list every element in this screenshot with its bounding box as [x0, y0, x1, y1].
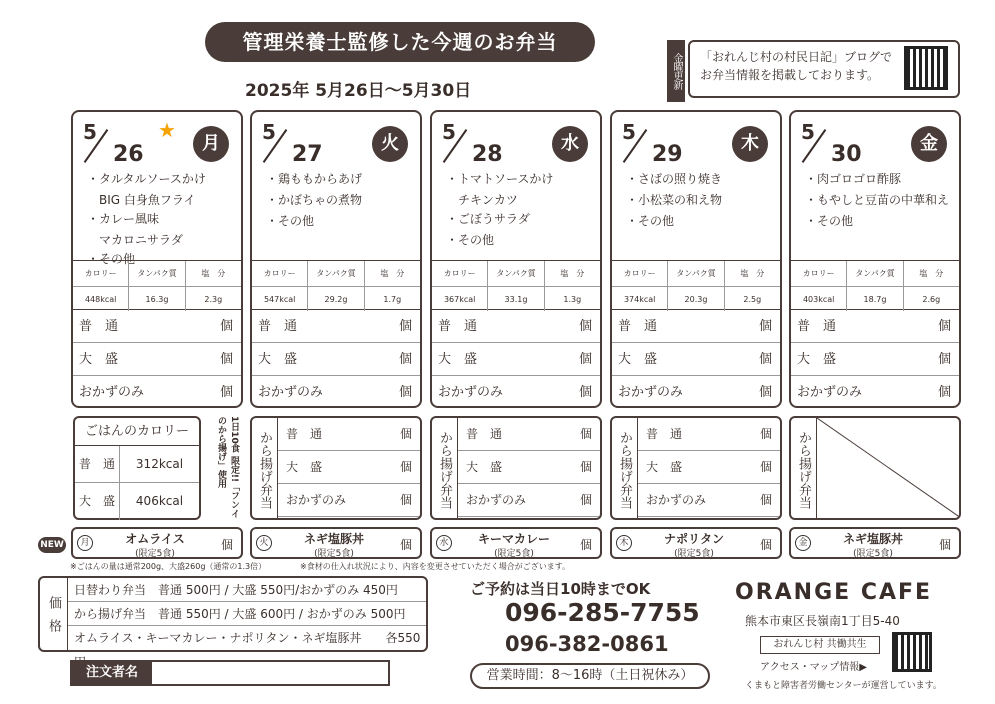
protein-value: 20.3g [668, 287, 724, 311]
count-unit: 個 [937, 352, 951, 367]
special-limit: (限定5食) [853, 549, 893, 559]
star-icon: ★ [158, 118, 176, 142]
order-row-normal[interactable] [252, 310, 420, 343]
price-row: オムライス・キーマカレー・ナポリタン・ネギ塩豚丼 各550 [74, 631, 421, 645]
nutrition-table [612, 260, 780, 310]
day-month: 5 [622, 120, 636, 144]
protein-value: 16.3g [129, 287, 185, 311]
salt-label: 塩 分 [201, 269, 226, 278]
special-name: ナポリタン [663, 532, 724, 546]
special-menu[interactable] [610, 527, 782, 559]
order-row-large[interactable] [432, 343, 600, 376]
karaage-row-large[interactable] [638, 451, 780, 484]
karaage-title: から揚げ弁当 [612, 418, 638, 518]
count-unit: 個 [578, 319, 592, 334]
business-hours: 営業時間：8〜16時（土日祝休み） [470, 663, 710, 689]
size-label: 大 盛 [618, 352, 658, 367]
count-unit: 個 [759, 460, 772, 474]
day-card [610, 110, 782, 408]
karaage-box [610, 416, 782, 520]
rice-calorie-box [73, 416, 201, 520]
order-row-normal[interactable] [612, 310, 780, 343]
salt-value: 1.3g [563, 295, 582, 304]
menu-item: ・さばの照り焼き [626, 172, 723, 186]
cal-value: 403kcal [791, 287, 847, 311]
size-label: おかずのみ [466, 493, 527, 507]
day-month: 5 [262, 120, 276, 144]
weekday-badge: 月 [193, 126, 229, 162]
day-card [250, 110, 422, 408]
count-unit: 個 [579, 427, 592, 441]
size-label: 大 盛 [438, 352, 478, 367]
karaage-row-normal[interactable] [278, 418, 420, 451]
size-label: おかずのみ [797, 385, 863, 400]
karaage-box [789, 416, 961, 520]
special-limit: (限定5食) [674, 549, 714, 559]
size-label: 普 通 [646, 427, 683, 441]
price-label: 価格 [40, 578, 68, 650]
menu-item: ・小松菜の和え物 [626, 193, 723, 207]
new-badge: NEW [38, 537, 66, 553]
count-unit: 個 [399, 493, 412, 507]
karaage-row-large[interactable] [458, 451, 600, 484]
count-unit: 個 [758, 352, 772, 367]
menu-item: ・その他 [626, 214, 675, 228]
salt-label: 塩 分 [380, 269, 405, 278]
phone-number[interactable]: 096-285-7755 [505, 598, 700, 627]
count-unit: 個 [937, 385, 951, 400]
count-unit: 個 [220, 538, 233, 552]
size-label: 普 通 [466, 427, 503, 441]
nutrition-table [73, 260, 241, 310]
karaage-row-normal[interactable] [458, 418, 600, 451]
protein-value: 29.2g [308, 287, 364, 311]
count-unit: 個 [759, 427, 772, 441]
menu-list [805, 172, 955, 235]
karaage-title: から揚げ弁当 [252, 418, 278, 518]
count-unit: 個 [399, 538, 412, 552]
karaage-row-okazu[interactable] [638, 484, 780, 517]
access-map-link[interactable]: アクセス・マップ情報▶ [760, 662, 867, 673]
size-label: 大 盛 [466, 460, 503, 474]
size-label: 大 盛 [258, 352, 298, 367]
karaage-row-large[interactable] [278, 451, 420, 484]
karaage-row-normal[interactable] [638, 418, 780, 451]
day-card [430, 110, 602, 408]
order-row-okazu[interactable] [252, 376, 420, 408]
kyosei-badge: おれんじ村 共働共生 [760, 636, 880, 654]
rice-title: ごはんのカロリー [75, 418, 199, 446]
menu-item: ・その他 [805, 214, 854, 228]
day-month: 5 [442, 120, 456, 144]
special-limit: (限定5食) [135, 549, 175, 559]
special-weekday: 火 [256, 535, 272, 551]
menu-list [446, 172, 596, 254]
menu-item: マカロニサラダ [87, 233, 183, 247]
special-weekday: 木 [616, 535, 632, 551]
rice-normal-label: 普 通 [75, 446, 120, 482]
rice-large-value: 406kcal [135, 494, 184, 508]
special-weekday: 金 [795, 535, 811, 551]
size-label: おかずのみ [286, 493, 347, 507]
size-label: 普 通 [79, 319, 119, 334]
limited-note: 1日10食 限定!!「フンイのから揚げ」使用 [216, 416, 239, 519]
special-name: ネギ塩豚丼 [303, 532, 364, 546]
cal-label: カロリー [73, 261, 129, 286]
cal-value: 367kcal [432, 287, 488, 311]
count-unit: 個 [219, 319, 233, 334]
salt-value: 2.6g [922, 295, 941, 304]
salt-value: 2.5g [743, 295, 762, 304]
weekday-badge: 木 [732, 126, 768, 162]
special-limit: (限定5食) [494, 549, 534, 559]
cal-value: 448kcal [73, 287, 129, 311]
salt-value: 2.3g [204, 295, 223, 304]
size-label: 大 盛 [797, 352, 837, 367]
day-date: 27 [292, 142, 323, 167]
day-card [71, 110, 243, 408]
menu-item: ・ごぼうサラダ [446, 212, 530, 226]
count-unit: 個 [578, 385, 592, 400]
protein-label: タンパク質 [847, 261, 903, 286]
special-weekday: 水 [436, 535, 452, 551]
salt-value: 1.7g [383, 295, 402, 304]
special-name: ネギ塩豚丼 [842, 532, 903, 546]
day-date: 30 [831, 142, 862, 167]
weekday-badge: 火 [372, 126, 408, 162]
size-label: 大 盛 [646, 460, 683, 474]
count-unit: 個 [219, 352, 233, 367]
menu-item: ・トマトソースかけ [446, 172, 554, 186]
qr-code-icon[interactable] [892, 632, 932, 672]
protein-value: 18.7g [847, 287, 903, 311]
size-label: おかずのみ [438, 385, 504, 400]
blog-line-2: お弁当情報を掲載しております。 [700, 68, 880, 82]
order-row-normal[interactable] [432, 310, 600, 343]
menu-list [87, 172, 237, 273]
order-row-large[interactable] [791, 343, 959, 376]
rice-large-label: 大 盛 [75, 483, 120, 520]
karaage-title: から揚げ弁当 [791, 418, 817, 518]
salt-label: 塩 分 [560, 269, 585, 278]
count-unit: 個 [758, 385, 772, 400]
fax-number: 096-382-0861 [505, 632, 669, 656]
count-unit: 個 [937, 319, 951, 334]
nutrition-table [791, 260, 959, 310]
special-name: キーマカレー [477, 532, 550, 546]
count-unit: 個 [398, 385, 412, 400]
special-menu[interactable] [250, 527, 422, 559]
cal-label: カロリー [252, 261, 308, 286]
price-table [38, 576, 428, 652]
menu-item: ・その他 [446, 233, 495, 247]
karaage-box [250, 416, 422, 520]
day-date: 26 [113, 142, 144, 167]
menu-item: ・その他 [87, 252, 136, 266]
menu-item: ・タルタルソースかけ [87, 172, 206, 186]
blog-line-1: 「おれんじ村の村民日記」ブログで [700, 50, 893, 64]
menu-item: BIG 白身魚フライ [87, 193, 196, 207]
size-label: 普 通 [618, 319, 658, 334]
menu-item: ・鶏ももからあげ [266, 172, 363, 186]
order-row-okazu[interactable] [73, 376, 241, 408]
orderer-name-label: 注文者名 [72, 662, 152, 684]
order-row-normal[interactable] [73, 310, 241, 343]
karaage-title: から揚げ弁当 [432, 418, 458, 518]
protein-label: タンパク質 [488, 261, 544, 286]
menu-item: ・かぼちゃの煮物 [266, 193, 363, 207]
menu-item: ・肉ゴロゴロ酢豚 [805, 172, 902, 186]
count-unit: 個 [758, 319, 772, 334]
order-row-large[interactable] [252, 343, 420, 376]
special-menu[interactable] [789, 527, 961, 559]
count-unit: 個 [579, 460, 592, 474]
page-title: 管理栄養士監修した今週のお弁当 [205, 22, 595, 62]
menu-item: ・もやしと豆苗の中華和え [805, 193, 950, 207]
count-unit: 個 [579, 493, 592, 507]
size-label: 普 通 [286, 427, 323, 441]
menu-item: ・カレー風味 [87, 212, 160, 226]
protein-label: タンパク質 [668, 261, 724, 286]
size-label: 普 通 [797, 319, 837, 334]
karaage-box [430, 416, 602, 520]
order-row-okazu[interactable] [612, 376, 780, 408]
count-unit: 個 [759, 538, 772, 552]
day-month: 5 [83, 120, 97, 144]
order-row-large[interactable] [73, 343, 241, 376]
nutrition-table [252, 260, 420, 310]
count-unit: 個 [399, 427, 412, 441]
special-name: オムライス [125, 532, 185, 546]
special-menu[interactable] [71, 527, 243, 559]
closed-slash [817, 418, 961, 518]
order-row-okazu[interactable] [432, 376, 600, 408]
size-label: 大 盛 [286, 460, 323, 474]
price-row: から揚げ弁当 普通 550円 / 大盛 600円 / おかずのみ 500円 [68, 602, 426, 626]
order-row-large[interactable] [612, 343, 780, 376]
cal-label: カロリー [432, 261, 488, 286]
rice-normal-value: 312kcal [135, 457, 184, 471]
salt-label: 塩 分 [919, 269, 944, 278]
menu-item: チキンカツ [446, 193, 518, 207]
count-unit: 個 [759, 493, 772, 507]
count-unit: 個 [398, 352, 412, 367]
size-label: おかずのみ [79, 385, 145, 400]
size-label: おかずのみ [258, 385, 324, 400]
special-limit: (限定5食) [314, 549, 354, 559]
order-row-okazu[interactable] [791, 376, 959, 408]
protein-value: 33.1g [488, 287, 544, 311]
cal-value: 374kcal [612, 287, 668, 311]
cal-label: カロリー [791, 261, 847, 286]
salt-label: 塩 分 [740, 269, 765, 278]
weekday-badge: 金 [911, 126, 947, 162]
operator-note: くまもと障害者労働センターが運営しています。 [745, 681, 942, 691]
count-unit: 個 [579, 538, 592, 552]
weekday-badge: 水 [552, 126, 588, 162]
supply-note: ※食材の仕入れ状況により、内容を変更させていただく場合がございます。 [300, 562, 571, 571]
special-menu[interactable] [430, 527, 602, 559]
menu-list [626, 172, 776, 235]
count-unit: 個 [398, 319, 412, 334]
count-unit: 個 [578, 352, 592, 367]
count-unit: 個 [399, 460, 412, 474]
order-row-normal[interactable] [791, 310, 959, 343]
day-date: 29 [652, 142, 683, 167]
protein-label: タンパク質 [129, 261, 185, 286]
orderer-name-field[interactable] [70, 660, 390, 686]
date-range: 2025年 5月26日〜5月30日 [245, 81, 472, 101]
size-label: おかずのみ [646, 493, 707, 507]
count-unit: 個 [938, 538, 951, 552]
brand-logo: ORANGE CAFE [735, 580, 933, 605]
nutrition-table [432, 260, 600, 310]
cal-label: カロリー [612, 261, 668, 286]
rice-note: ※ごはんの量は通常200g、大盛260g（通常の1.3倍） [70, 562, 267, 571]
karaage-row-okazu[interactable] [278, 484, 420, 517]
menu-item: ・その他 [266, 214, 315, 228]
count-unit: 個 [219, 385, 233, 400]
qr-code-icon[interactable] [904, 46, 948, 90]
day-month: 5 [801, 120, 815, 144]
protein-label: タンパク質 [308, 261, 364, 286]
reserve-text: ご予約は当日10時までOK [470, 580, 651, 598]
update-tag: 金曜更新 [667, 40, 685, 102]
price-row: 日替わり弁当 普通 500円 / 大盛 550円/おかずのみ 450円 [68, 578, 426, 602]
special-weekday: 月 [77, 535, 93, 551]
address: 熊本市東区長嶺南1丁目5-40 [745, 614, 900, 628]
size-label: おかずのみ [618, 385, 684, 400]
size-label: 普 通 [438, 319, 478, 334]
day-date: 28 [472, 142, 503, 167]
cal-value: 547kcal [252, 287, 308, 311]
karaage-row-okazu[interactable] [458, 484, 600, 517]
size-label: 普 通 [258, 319, 298, 334]
day-card [789, 110, 961, 408]
size-label: 大 盛 [79, 352, 119, 367]
menu-list [266, 172, 416, 235]
